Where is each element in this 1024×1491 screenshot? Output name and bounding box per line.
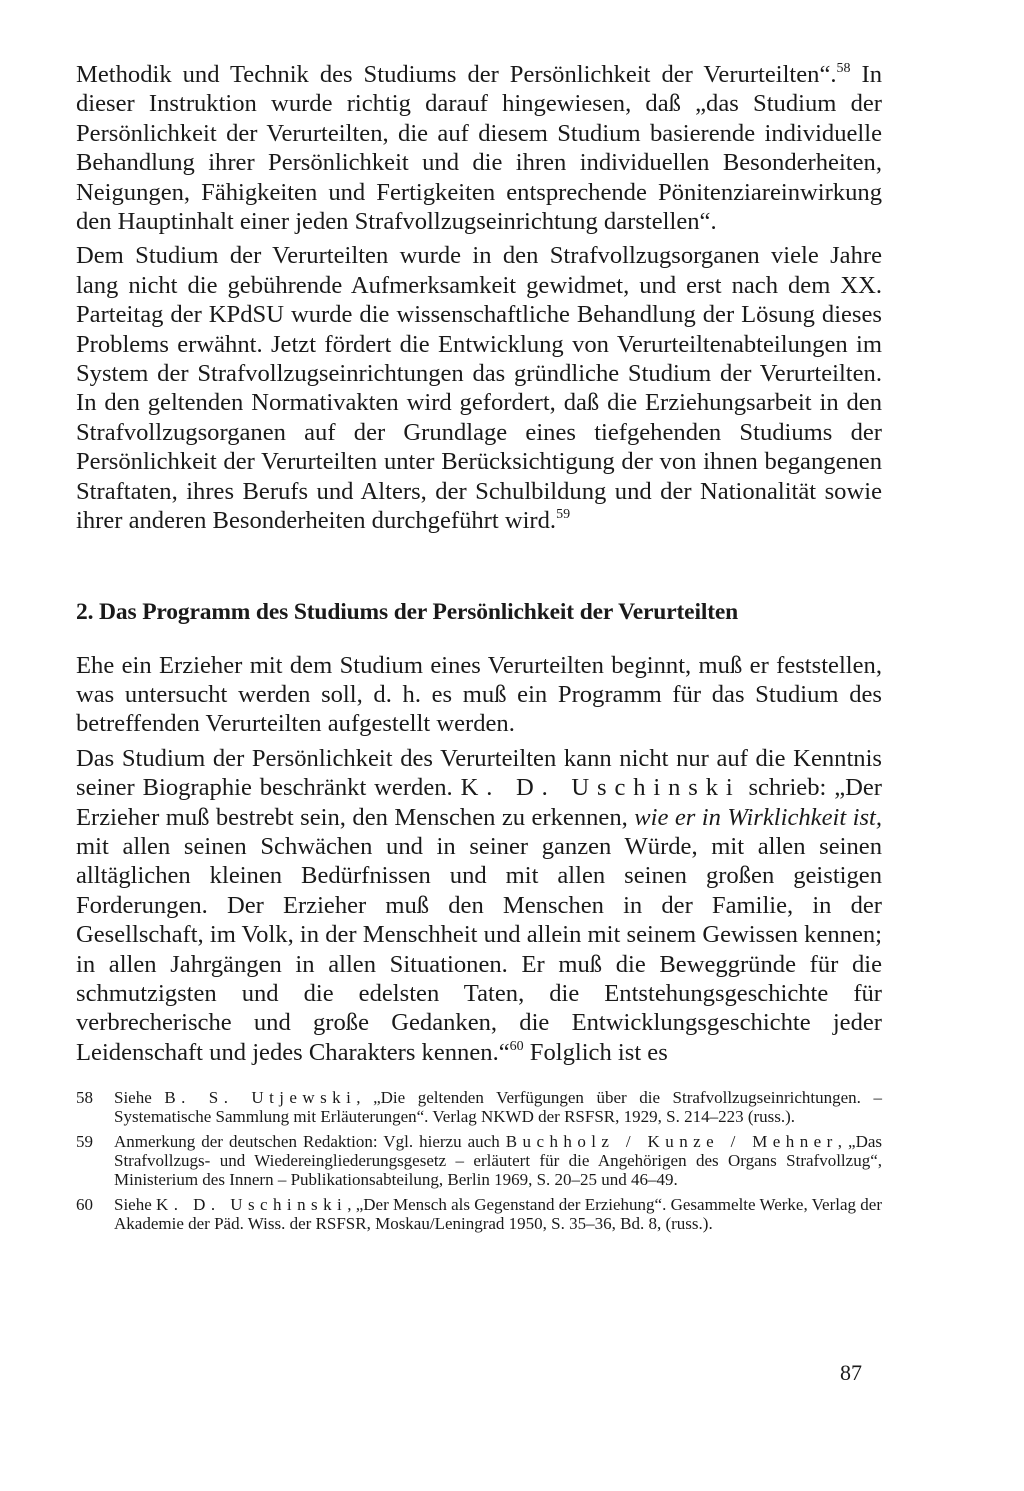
author-name: K. D. Uschinski bbox=[460, 774, 741, 802]
page-number: 87 bbox=[840, 1360, 862, 1385]
text-run: Methodik und Technik des Studiums der Persönlichkeit der Verurteilten“. bbox=[76, 61, 837, 88]
text-run: Anmerkung der deutschen Redaktion: Vgl. hierzu auch bbox=[114, 1132, 506, 1152]
footnote-number: 59 bbox=[76, 1132, 93, 1152]
footnote-reference: 60 bbox=[509, 1038, 524, 1054]
text-run: Das Studium der Persönlichkeit des Verurteilten kann nicht nur auf die Kenntnis seiner Biographie beschränkt werden. bbox=[76, 744, 882, 802]
paragraph bbox=[76, 60, 882, 236]
footnote-number: 60 bbox=[76, 1195, 93, 1215]
text-run: , „Die geltenden Verfügungen über die Strafvollzugseinrichtungen. – Systematische Sammlung mit Erläuterungen“. Verlag NKWD der RSFSR, 1929, S. 214–223 (russ.). bbox=[114, 1088, 882, 1126]
footnote-text bbox=[114, 1089, 882, 1126]
author-name: B. S. Utjewski bbox=[164, 1088, 357, 1108]
footnote-number: 58 bbox=[76, 1088, 93, 1108]
author-name: Buchholz / Kunze / Mehner bbox=[505, 1132, 838, 1152]
text-run: Siehe bbox=[114, 1195, 157, 1215]
footnote-reference: 59 bbox=[556, 507, 571, 523]
text-run: Dem Studium der Verurteilten wurde in den Strafvollzugsorganen viele Jahre lang nicht die gebührende Aufmerksamkeit gewidmet, und erst nach dem XX. Parteitag der KPdSU wurde die wissenschaftliche Behandlung der Lösung dieses Problems erwähnt. Jetzt fördert die Entwicklung von Verurteiltenabteilungen im System der Strafvollzugseinrichtungen das gründliche Studium der Verurteilten. In den geltenden Normativakten wird gefordert, daß die Erziehungsarbeit in den Strafvollzugsorganen auf der Grundlage eines tiefgehenden Studiums der Persönlichkeit der Verurteilten unter Berücksichtigung der von ihnen begangenen Straftaten, ihres Berufs und Alters, der Schulbildung und der Nationalität sowie ihrer anderen Besonderheiten durchgeführt wird. bbox=[76, 242, 882, 535]
paragraph bbox=[76, 651, 882, 739]
text-run: , „Das Strafvollzugs- und Wiedereingliederungsgesetz – erläutert für die Angehörigen des Organs Strafvollzug“, Ministerium des Innern – Publikationsabteilung, Berlin 1969, S. 20–25 und 46–49. bbox=[114, 1132, 883, 1189]
document-page bbox=[76, 60, 882, 1240]
body-text-top bbox=[76, 60, 882, 536]
paragraph bbox=[76, 241, 882, 535]
footnote-text bbox=[114, 1133, 882, 1189]
footnote-reference: 58 bbox=[836, 61, 851, 76]
text-run: Folglich ist es bbox=[523, 1038, 668, 1066]
footnotes bbox=[76, 1089, 882, 1233]
text-run: schrieb: „Der Erzieher muß bestrebt sein, den Menschen zu erkennen, bbox=[76, 774, 882, 831]
footnote bbox=[76, 1089, 882, 1126]
footnote-text bbox=[114, 1196, 882, 1233]
text-run: Ehe ein Erzieher mit dem Studium eines Verurteilten beginnt, muß er feststellen, was untersucht werden soll, d. h. es muß ein Programm für das Studium des betreffenden Verurteilten aufgestellt werden. bbox=[76, 651, 882, 738]
text-run: , „Der Mensch als Gegenstand der Erziehung“. Gesammelte Werke, Verlag der Akademie der Päd. Wiss. der RSFSR, Moskau/Leningrad 1950, S. 35–36, Bd. 8, (russ.). bbox=[114, 1195, 882, 1233]
author-name: K. D. Uschinski bbox=[156, 1195, 348, 1215]
text-run: mit allen seinen Schwächen und in seiner ganzen Würde, mit allen seinen alltäglichen kleinen Bedürfnissen und mit allen seinen großen geistigen Forderungen. Der Erzieher muß den Menschen in der Familie, in der Gesellschaft, im Volk, in der Menschheit und allein mit seinem Gewissen kennen; in allen Jahrgängen in allen Situationen. Er muß die Beweggründe für die schmutzigsten und die edelsten Taten, die Entstehungsgeschichte für verbrecherische und große Gedanken, die Entwicklungsgeschichte jeder Leidenschaft und jedes Charakters kennen.“ bbox=[76, 832, 882, 1066]
footnote bbox=[76, 1196, 882, 1233]
text-run: In dieser Instruktion wurde richtig darauf hingewiesen, daß „das Studium der Persönlichkeit der Verurteilten, die auf diesem Studium basierende individuelle Behandlung ihrer Persönlichkeit und die ihren individuellen Besonderheiten, Neigungen, Fähigkeiten und Fertigkeiten entsprechende Pönitenziareinwirkung den Hauptinhalt einer jeden Strafvollzugseinrichtung darstellen“. bbox=[76, 61, 882, 236]
emphasis-text: wie er in Wirklichkeit ist, bbox=[634, 803, 883, 831]
section-heading: 2. Das Programm des Studiums der Persönlichkeit der Verurteilten bbox=[76, 598, 739, 625]
body-text-bottom bbox=[76, 651, 882, 1068]
footnote bbox=[76, 1133, 882, 1189]
paragraph bbox=[76, 744, 882, 1067]
text-run: Siehe bbox=[114, 1088, 165, 1108]
